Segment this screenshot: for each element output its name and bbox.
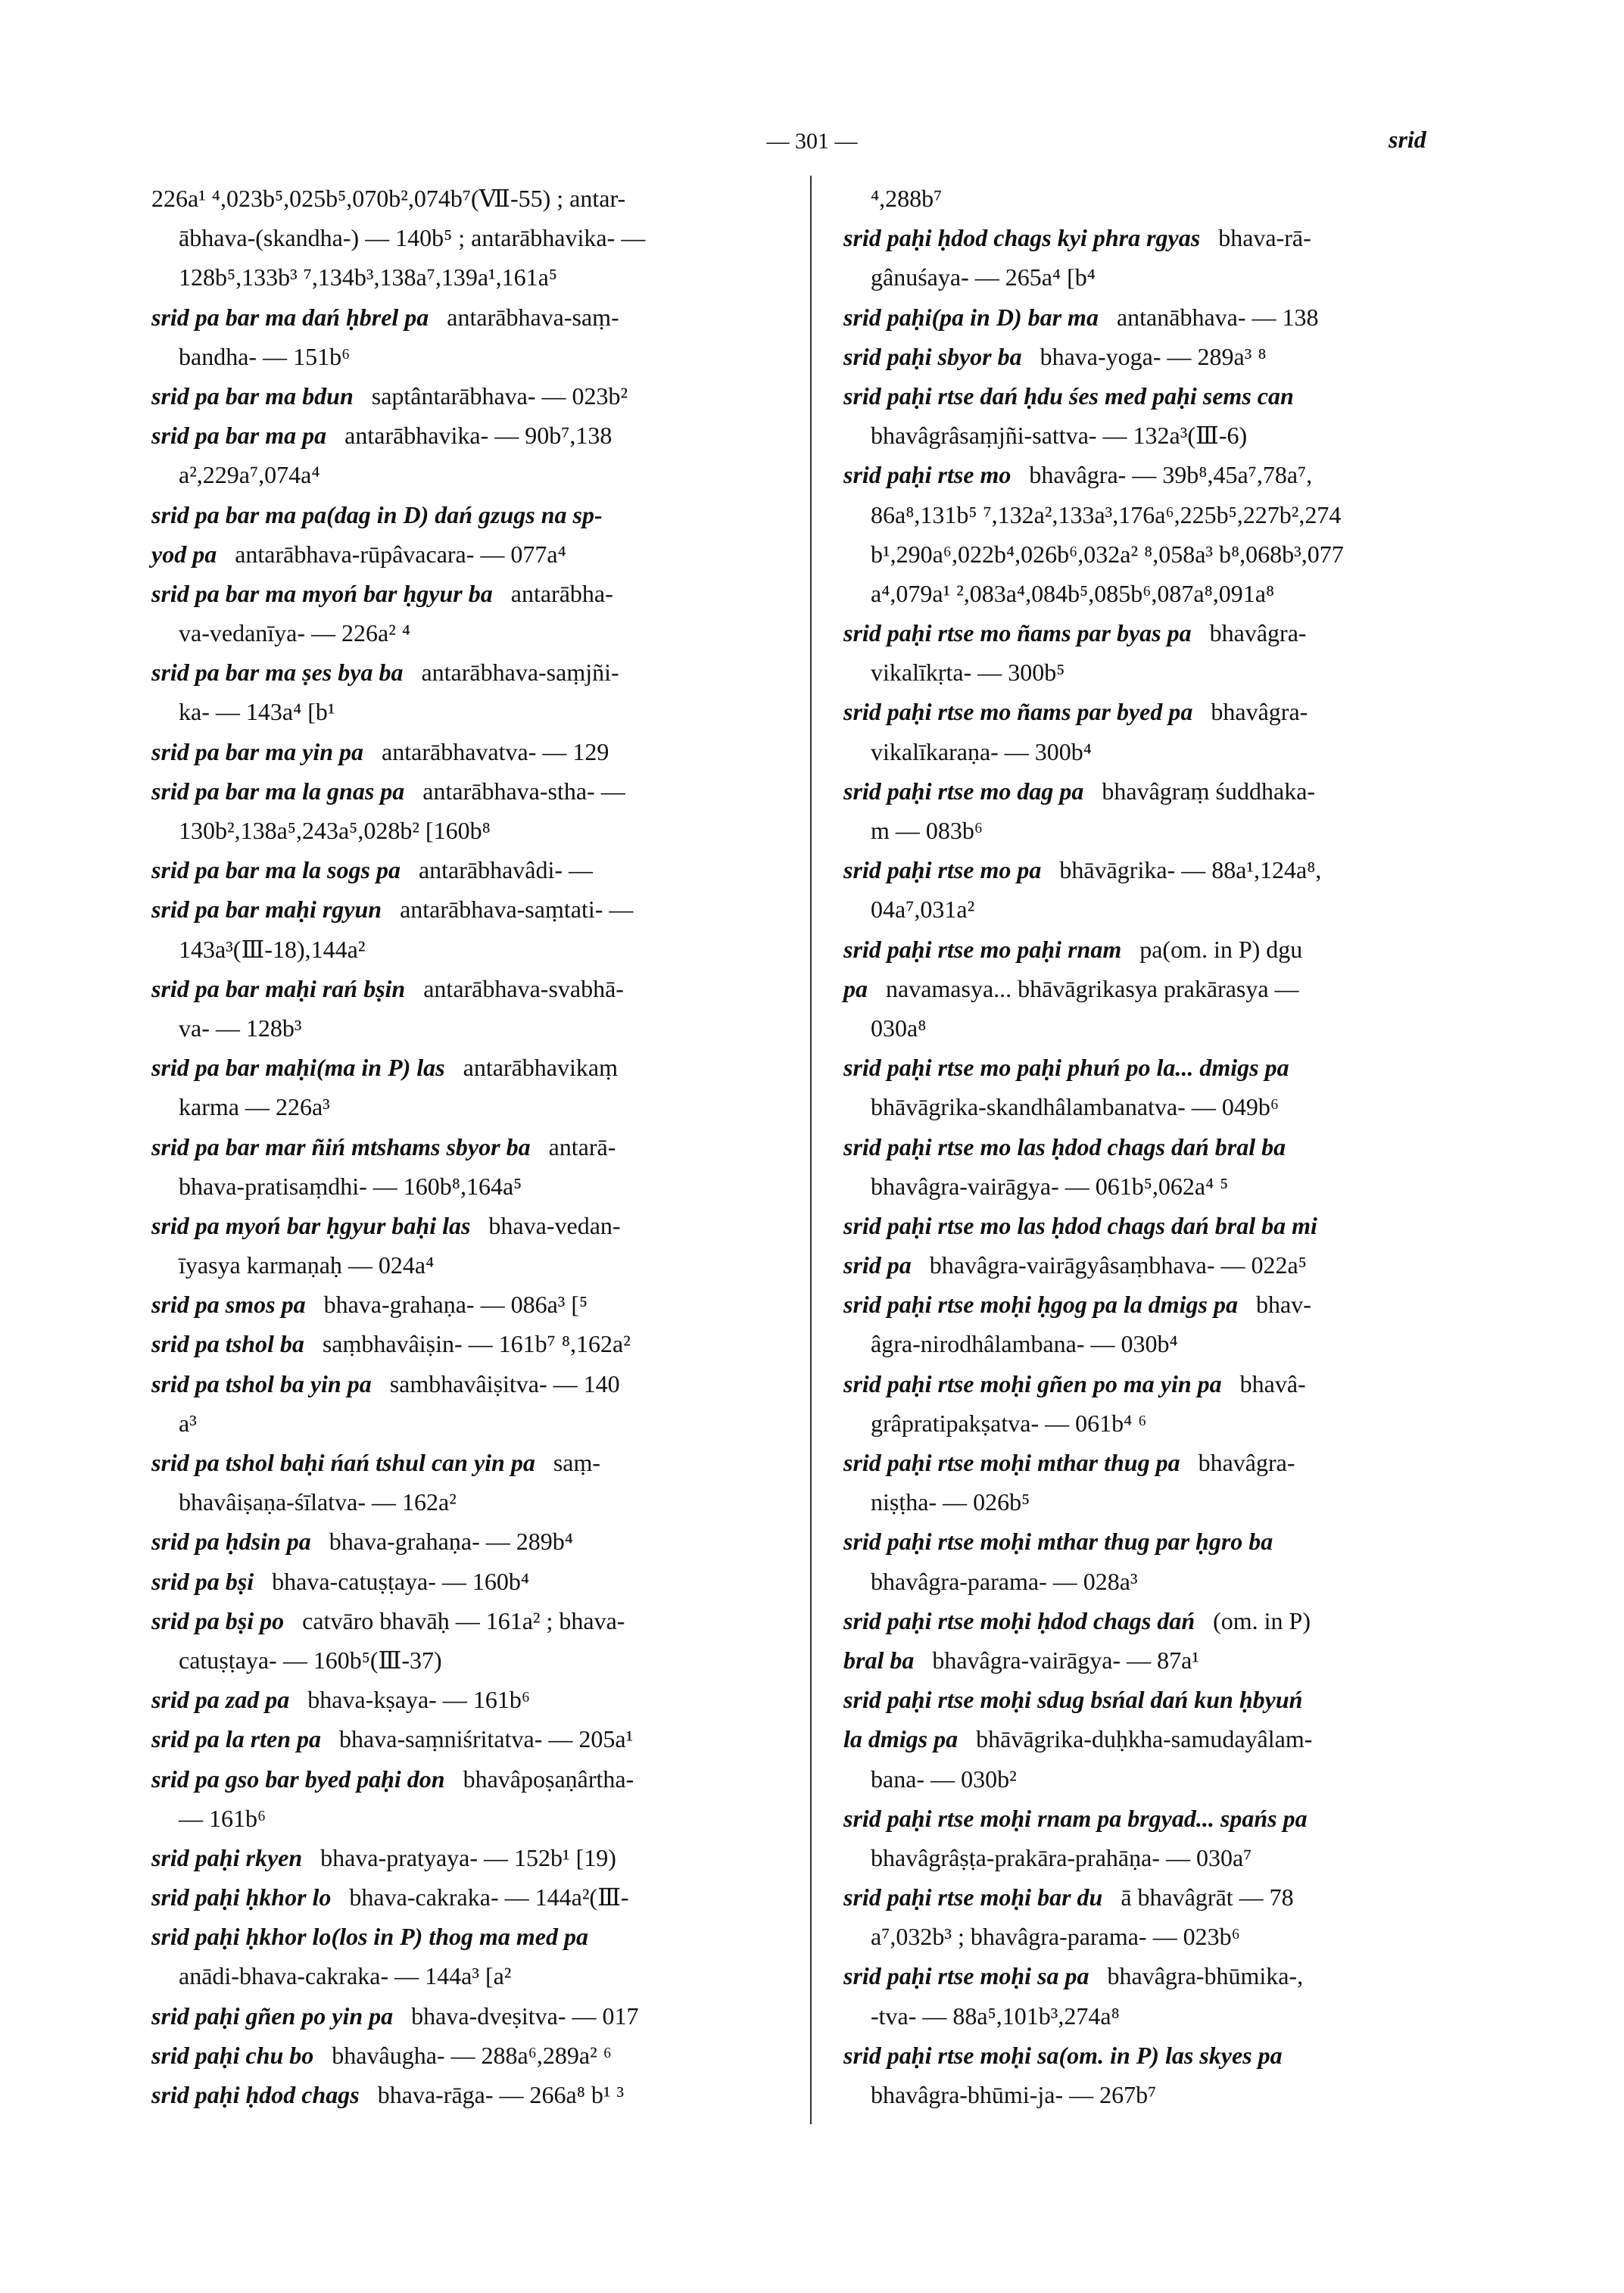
sanskrit-gloss: m — 083b⁶ <box>871 817 983 844</box>
sanskrit-gloss: -tva- — 88a⁵,101b³,274a⁸ <box>871 2002 1120 2030</box>
sanskrit-gloss: 143a³(Ⅲ-18),144a² <box>179 935 366 963</box>
tibetan-headword: srid paḥi rtse mo las ḥdod chags dań bral ba <box>843 1132 1286 1161</box>
dictionary-line <box>843 1877 1491 1917</box>
tibetan-headword: srid paḥi rtse mo ñams par byas pa <box>843 619 1192 647</box>
sanskrit-gloss: 128b⁵,133b³ ⁷,134b³,138a⁷,139a¹,161a⁵ <box>179 263 558 291</box>
dictionary-line <box>843 1996 1491 2036</box>
dictionary-line <box>151 1838 787 1877</box>
tibetan-headword: srid pa bar ma yin pa <box>151 737 364 765</box>
dictionary-line <box>843 257 1491 297</box>
dictionary-line <box>151 1996 787 2036</box>
dictionary-line <box>151 179 787 218</box>
tibetan-headword: pa <box>843 974 868 1002</box>
dictionary-line <box>843 574 1491 613</box>
tibetan-headword: srid pa smos pa <box>151 1291 306 1319</box>
sanskrit-gloss: īyasya karmaṇaḥ — 024a⁴ <box>179 1251 435 1279</box>
sanskrit-gloss: antarābhava-svabhā- <box>423 974 624 1002</box>
sanskrit-gloss: bhava-saṃniśritatva- — 205a¹ <box>339 1725 634 1753</box>
dictionary-line <box>843 218 1491 257</box>
sanskrit-gloss: saptântarābhava- — 023b² <box>371 382 628 410</box>
dictionary-line <box>843 1601 1491 1640</box>
sanskrit-gloss: 04a⁷,031a² <box>871 896 975 924</box>
dictionary-line <box>843 1838 1491 1877</box>
dictionary-line <box>151 1640 787 1680</box>
sanskrit-gloss: bhava-cakraka- — 144a²(Ⅲ- <box>349 1883 629 1911</box>
dictionary-line <box>843 2075 1491 2114</box>
tibetan-headword: srid paḥi rtse moḥi gñen po ma yin pa <box>843 1369 1222 1397</box>
tibetan-headword: srid paḥi rtse moḥi mthar thug par ḥgro ba <box>843 1528 1273 1556</box>
dictionary-line <box>843 969 1491 1008</box>
sanskrit-gloss: grâpratipakṣatva- — 061b⁴ ⁶ <box>871 1409 1147 1437</box>
dictionary-line <box>843 298 1491 337</box>
dictionary-line <box>151 376 787 416</box>
sanskrit-gloss: vikalīkṛta- — 300b⁵ <box>871 659 1065 687</box>
dictionary-line <box>151 1404 787 1443</box>
dictionary-line <box>151 1008 787 1048</box>
tibetan-headword: srid paḥi rtse mo paḥi phuń po la... dmigs pa <box>843 1054 1289 1082</box>
sanskrit-gloss: bhava-yoga- — 289a³ ⁸ <box>1040 342 1267 370</box>
sanskrit-gloss: bhava-rā- <box>1218 224 1311 252</box>
dictionary-line <box>843 613 1491 653</box>
dictionary-line <box>151 218 787 257</box>
sanskrit-gloss: antarābhava-rūpâvacara- — 077a⁴ <box>235 540 566 568</box>
sanskrit-gloss: ka- — 143a⁴ [b¹ <box>179 698 335 726</box>
sanskrit-gloss: bhavâiṣaṇa-śīlatva- — 162a² <box>179 1488 457 1516</box>
dictionary-line <box>843 1680 1491 1719</box>
sanskrit-gloss: (om. in P) <box>1213 1606 1311 1634</box>
dictionary-line <box>151 889 787 929</box>
sanskrit-gloss: saṃbhavâiṣin- — 161b⁷ ⁸,162a² <box>322 1330 631 1358</box>
sanskrit-gloss: a²,229a⁷,074a⁴ <box>179 461 320 489</box>
tibetan-headword: srid pa bṣi po <box>151 1606 285 1634</box>
dictionary-line <box>843 1245 1491 1285</box>
dictionary-line <box>843 1127 1491 1167</box>
tibetan-headword: srid pa bar ma la gnas pa <box>151 777 405 805</box>
sanskrit-gloss: bhavâgra- <box>1198 1449 1295 1476</box>
tibetan-headword: srid paḥi gñen po yin pa <box>151 2002 394 2030</box>
sanskrit-gloss: — 161b⁶ <box>179 1804 267 1832</box>
sanskrit-gloss: bhavâgra- — 39b⁸,45a⁷,78a⁷, <box>1029 461 1313 489</box>
sanskrit-gloss: bandha- — 151b⁶ <box>179 342 351 370</box>
tibetan-headword: srid pa myoń bar ḥgyur baḥi las <box>151 1211 471 1239</box>
dictionary-line <box>151 1048 787 1087</box>
dictionary-line <box>843 1482 1491 1522</box>
dictionary-line <box>151 1956 787 1995</box>
sanskrit-gloss: bhavâgra-vairāgyâsaṃbhava- — 022a⁵ <box>929 1251 1307 1279</box>
tibetan-headword: srid pa la rten pa <box>151 1725 322 1753</box>
running-head: srid <box>1389 126 1426 153</box>
tibetan-headword: srid pa tshol baḥi ńań tshul can yin pa <box>151 1449 535 1476</box>
dictionary-line <box>843 732 1491 771</box>
dictionary-line <box>151 1285 787 1324</box>
dictionary-line <box>843 1048 1491 1087</box>
sanskrit-gloss: 226a¹ ⁴,023b⁵,025b⁵,070b²,074b⁷(Ⅶ-55) ; antar- <box>151 185 626 212</box>
tibetan-headword: srid pa bar maḥi(ma in P) las <box>151 1054 445 1082</box>
tibetan-headword: srid paḥi rtse mo dag pa <box>843 777 1084 805</box>
dictionary-line <box>843 850 1491 889</box>
sanskrit-gloss: antarābhavâdi- — <box>418 856 594 884</box>
dictionary-line <box>843 1087 1491 1126</box>
sanskrit-gloss: a⁷,032b³ ; bhavâgra-parama- — 023b⁶ <box>871 1923 1240 1951</box>
tibetan-headword: srid paḥi ḥkhor lo <box>151 1883 332 1911</box>
sanskrit-gloss: b¹,290a⁶,022b⁴,026b⁶,032a² ⁸,058a³ b⁸,068b³,077 <box>871 540 1344 568</box>
sanskrit-gloss: bhavâugha- — 288a⁶,289a² ⁶ <box>332 2041 612 2069</box>
tibetan-headword: srid paḥi rtse moḥi sa pa <box>843 1962 1089 1990</box>
dictionary-line <box>843 1324 1491 1363</box>
dictionary-line <box>151 653 787 692</box>
tibetan-headword: srid pa bar maḥi rgyun <box>151 896 382 924</box>
tibetan-headword: srid paḥi rtse moḥi ḥdod chags dań <box>843 1606 1195 1634</box>
sanskrit-gloss: bhavâgraṃ śuddhaka- <box>1102 777 1316 805</box>
sanskrit-gloss: bhavâpoṣaṇârtha- <box>463 1765 634 1793</box>
dictionary-line <box>151 1087 787 1126</box>
dictionary-line <box>843 1443 1491 1482</box>
sanskrit-gloss: 030a⁸ <box>871 1014 927 1042</box>
sanskrit-gloss: bhava-pratyaya- — 152b¹ [19) <box>320 1843 616 1871</box>
sanskrit-gloss: bhavâgra-vairāgya- — 87a¹ <box>932 1646 1199 1674</box>
dictionary-line <box>843 1404 1491 1443</box>
tibetan-headword: srid paḥi rtse mo paḥi rnam <box>843 935 1122 963</box>
sanskrit-gloss: bhavâgra- <box>1209 619 1307 647</box>
tibetan-headword: srid paḥi rtse moḥi bar du <box>843 1883 1103 1911</box>
dictionary-line <box>151 455 787 494</box>
sanskrit-gloss: âgra-nirodhâlambana- — 030b⁴ <box>871 1330 1178 1358</box>
dictionary-line <box>843 376 1491 416</box>
tibetan-headword: srid paḥi ḥdod chags kyi phra rgyas <box>843 224 1201 252</box>
dictionary-line <box>843 534 1491 574</box>
sanskrit-gloss: bhava-kṣaya- — 161b⁶ <box>307 1686 530 1714</box>
dictionary-line <box>151 1206 787 1245</box>
tibetan-headword: srid paḥi rtse moḥi rnam pa brgyad... spańs pa <box>843 1804 1308 1832</box>
sanskrit-gloss: bhavâgrâsaṃjñi-sattva- — 132a³(Ⅲ-6) <box>871 422 1248 450</box>
sanskrit-gloss: bhāvāgrika-skandhâlambanatva- — 049b⁶ <box>871 1093 1279 1121</box>
dictionary-line <box>151 1364 787 1404</box>
sanskrit-gloss: catuṣṭaya- — 160b⁵(Ⅲ-37) <box>179 1646 442 1674</box>
tibetan-headword: srid paḥi rtse mo ñams par byed pa <box>843 698 1193 726</box>
sanskrit-gloss: navamasya... bhāvāgrikasya prakārasya — <box>886 974 1299 1002</box>
tibetan-headword: srid paḥi rtse mo <box>843 461 1011 489</box>
dictionary-line <box>151 1877 787 1917</box>
sanskrit-gloss: bhavâgra- <box>1211 698 1308 726</box>
sanskrit-gloss: antanābhava- — 138 <box>1116 303 1319 331</box>
tibetan-headword: srid pa bar maḥi rań bṣin <box>151 974 406 1002</box>
sanskrit-gloss: bhavâ- <box>1239 1369 1306 1397</box>
dictionary-line <box>151 1917 787 1956</box>
tibetan-headword: la dmigs pa <box>843 1725 959 1753</box>
dictionary-line <box>151 1601 787 1640</box>
column-divider <box>810 176 812 2124</box>
sanskrit-gloss: a⁴,079a¹ ²,083a⁴,084b⁵,085b⁶,087a⁸,091a⁸ <box>871 579 1275 607</box>
sanskrit-gloss: bhava-pratisaṃdhi- — 160b⁸,164a⁵ <box>179 1172 522 1200</box>
sanskrit-gloss: a³ <box>179 1409 197 1437</box>
sanskrit-gloss: bana- — 030b² <box>871 1765 1017 1793</box>
sanskrit-gloss: ābhava-(skandha-) — 140b⁵ ; antarābhavika- — <box>179 224 646 252</box>
dictionary-line <box>843 2036 1491 2075</box>
tibetan-headword: srid pa bar ma myoń bar ḥgyur ba <box>151 579 493 607</box>
dictionary-line <box>151 771 787 811</box>
tibetan-headword: srid pa gso bar byed paḥi don <box>151 1765 445 1793</box>
sanskrit-gloss: saṃ- <box>553 1449 601 1476</box>
tibetan-headword: srid paḥi sbyor ba <box>843 342 1022 370</box>
dictionary-line <box>843 1285 1491 1324</box>
tibetan-headword: srid pa ḥdsin pa <box>151 1528 311 1556</box>
dictionary-line <box>151 534 787 574</box>
sanskrit-gloss: bhava-vedan- <box>488 1211 621 1239</box>
dictionary-line <box>151 1245 787 1285</box>
sanskrit-gloss: bhavâgrâṣṭa-prakāra-prahāṇa- — 030a⁷ <box>871 1843 1252 1871</box>
dictionary-line <box>843 889 1491 929</box>
sanskrit-gloss: antarābhava-saṃtati- — <box>400 896 634 924</box>
dictionary-line <box>151 1759 787 1799</box>
tibetan-headword: srid paḥi chu bo <box>151 2041 314 2069</box>
dictionary-line <box>151 574 787 613</box>
tibetan-headword: yod pa <box>151 540 217 568</box>
dictionary-line <box>843 1917 1491 1956</box>
dictionary-line <box>843 1364 1491 1404</box>
tibetan-headword: srid pa tshol ba <box>151 1330 304 1358</box>
dictionary-line <box>151 337 787 376</box>
dictionary-line <box>151 2036 787 2075</box>
dictionary-line <box>151 969 787 1008</box>
dictionary-line <box>151 1799 787 1838</box>
dictionary-line <box>151 811 787 850</box>
dictionary-line <box>151 1562 787 1601</box>
dictionary-line <box>843 495 1491 534</box>
sanskrit-gloss: bhavâgra-vairāgya- — 061b⁵,062a⁴ ⁵ <box>871 1172 1229 1200</box>
tibetan-headword: srid paḥi ḥkhor lo(los in P) thog ma med pa <box>151 1923 588 1951</box>
sanskrit-gloss: karma — 226a³ <box>179 1093 330 1121</box>
sanskrit-gloss: anādi-bhava-cakraka- — 144a³ [a² <box>179 1962 512 1990</box>
tibetan-headword: srid paḥi rtse moḥi sa(om. in P) las skyes pa <box>843 2041 1283 2069</box>
dictionary-line <box>151 732 787 771</box>
dictionary-line <box>151 1522 787 1561</box>
sanskrit-gloss: bhava-dveṣitva- — 017 <box>411 2002 639 2030</box>
tibetan-headword: srid pa zad pa <box>151 1686 290 1714</box>
sanskrit-gloss: antarābhavikaṃ <box>463 1054 618 1082</box>
tibetan-headword: srid paḥi rtse dań ḥdu śes med paḥi sems can <box>843 382 1294 410</box>
sanskrit-gloss: va-vedanīya- — 226a² ⁴ <box>179 619 410 647</box>
sanskrit-gloss: gânuśaya- — 265a⁴ [b⁴ <box>871 263 1096 291</box>
dictionary-line <box>843 337 1491 376</box>
dictionary-line <box>151 257 787 297</box>
sanskrit-gloss: bhavâgra-bhūmi-ja- — 267b⁷ <box>871 2081 1157 2108</box>
sanskrit-gloss: va- — 128b³ <box>179 1014 302 1042</box>
tibetan-headword: srid pa bar ma pa <box>151 422 327 450</box>
dictionary-line <box>843 1562 1491 1601</box>
dictionary-line <box>843 653 1491 692</box>
tibetan-headword: srid paḥi rtse moḥi sdug bsńal dań kun ḥbyuń <box>843 1686 1303 1714</box>
dictionary-line <box>843 1640 1491 1680</box>
dictionary-line <box>843 692 1491 731</box>
tibetan-headword: srid paḥi rtse moḥi mthar thug pa <box>843 1449 1180 1476</box>
dictionary-line <box>843 1799 1491 1838</box>
sanskrit-gloss: antarābhava-stha- — <box>422 777 625 805</box>
dictionary-line <box>843 1956 1491 1995</box>
dictionary-line <box>151 2075 787 2114</box>
tibetan-headword: srid pa <box>843 1251 912 1279</box>
tibetan-headword: srid pa bar ma ṣes bya ba <box>151 659 404 687</box>
tibetan-headword: srid pa bar ma la sogs pa <box>151 856 401 884</box>
sanskrit-gloss: bhavâgra-parama- — 028a³ <box>871 1567 1138 1595</box>
sanskrit-gloss: antarābhava-saṃ- <box>447 303 619 331</box>
dictionary-line <box>151 850 787 889</box>
sanskrit-gloss: 86a⁸,131b⁵ ⁷,132a²,133a³,176a⁶,225b⁵,227b²,274 <box>871 500 1342 528</box>
tibetan-headword: srid paḥi rtse moḥi ḥgog pa la dmigs pa <box>843 1291 1238 1319</box>
sanskrit-gloss: catvāro bhavāḥ — 161a² ; bhava- <box>302 1606 625 1634</box>
page-number: — 301 — <box>766 129 858 154</box>
dictionary-line <box>151 1719 787 1759</box>
tibetan-headword: bral ba <box>843 1646 915 1674</box>
dictionary-line <box>843 1522 1491 1561</box>
sanskrit-gloss: vikalīkaraṇa- — 300b⁴ <box>871 737 1092 765</box>
tibetan-headword: srid pa bar ma pa(dag in D) dań gzugs na sp- <box>151 500 603 528</box>
tibetan-headword: srid paḥi rkyen <box>151 1843 303 1871</box>
dictionary-line <box>843 416 1491 455</box>
dictionary-line <box>151 1324 787 1363</box>
dictionary-line <box>843 930 1491 969</box>
tibetan-headword: srid pa bṣi <box>151 1567 254 1595</box>
sanskrit-gloss: bhava-rāga- — 266a⁸ b¹ ³ <box>377 2081 625 2108</box>
sanskrit-gloss: ā bhavâgrāt — 78 <box>1121 1883 1294 1911</box>
sanskrit-gloss: antarābha- <box>510 579 613 607</box>
dictionary-line <box>843 1008 1491 1048</box>
dictionary-line <box>151 1127 787 1167</box>
sanskrit-gloss: bhāvāgrika- — 88a¹,124a⁸, <box>1059 856 1322 884</box>
dictionary-line <box>843 179 1491 218</box>
sanskrit-gloss: ⁴,288b⁷ <box>871 185 943 212</box>
sanskrit-gloss: sambhavâiṣitva- — 140 <box>389 1369 620 1397</box>
dictionary-line <box>843 1167 1491 1206</box>
tibetan-headword: srid paḥi rtse mo pa <box>843 856 1042 884</box>
dictionary-line <box>151 1443 787 1482</box>
right-column <box>843 179 1491 2114</box>
tibetan-headword: srid pa bar mar ñiń mtshams sbyor ba <box>151 1132 531 1161</box>
sanskrit-gloss: 130b²,138a⁵,243a⁵,028b² [160b⁸ <box>179 817 491 844</box>
tibetan-headword: srid paḥi ḥdod chags <box>151 2081 360 2108</box>
dictionary-line <box>843 1719 1491 1759</box>
tibetan-headword: srid paḥi rtse mo las ḥdod chags dań bral ba mi <box>843 1211 1317 1239</box>
sanskrit-gloss: antarābhava-saṃjñi- <box>421 659 619 687</box>
sanskrit-gloss: bhāvāgrika-duḥkha-samudayâlam- <box>976 1725 1313 1753</box>
sanskrit-gloss: bhava-grahaṇa- — 289b⁴ <box>329 1528 573 1556</box>
tibetan-headword: srid pa bar ma dań ḥbrel pa <box>151 303 429 331</box>
tibetan-headword: srid paḥi(pa in D) bar ma <box>843 303 1099 331</box>
left-column <box>151 179 787 2114</box>
sanskrit-gloss: antarā- <box>548 1132 616 1161</box>
sanskrit-gloss: bhava-grahaṇa- — 086a³ [⁵ <box>323 1291 588 1319</box>
dictionary-line <box>843 811 1491 850</box>
dictionary-line <box>151 495 787 534</box>
sanskrit-gloss: pa(om. in P) dgu <box>1139 935 1303 963</box>
dictionary-line <box>843 455 1491 494</box>
dictionary-line <box>151 1167 787 1206</box>
dictionary-line <box>843 771 1491 811</box>
sanskrit-gloss: antarābhavatva- — 129 <box>382 737 609 765</box>
dictionary-line <box>151 930 787 969</box>
dictionary-line <box>151 613 787 653</box>
sanskrit-gloss: bhavâgra-bhūmika-, <box>1107 1962 1304 1990</box>
sanskrit-gloss: bhava-catuṣṭaya- — 160b⁴ <box>272 1567 530 1595</box>
tibetan-headword: srid pa bar ma bdun <box>151 382 354 410</box>
dictionary-line <box>843 1759 1491 1799</box>
dictionary-line <box>151 1482 787 1522</box>
dictionary-line <box>151 298 787 337</box>
dictionary-line <box>843 1206 1491 1245</box>
tibetan-headword: srid pa tshol ba yin pa <box>151 1369 372 1397</box>
dictionary-line <box>151 416 787 455</box>
dictionary-line <box>151 692 787 731</box>
sanskrit-gloss: bhav- <box>1255 1291 1311 1319</box>
sanskrit-gloss: antarābhavika- — 90b⁷,138 <box>344 422 613 450</box>
dictionary-line <box>151 1680 787 1719</box>
sanskrit-gloss: niṣṭha- — 026b⁵ <box>871 1488 1030 1516</box>
